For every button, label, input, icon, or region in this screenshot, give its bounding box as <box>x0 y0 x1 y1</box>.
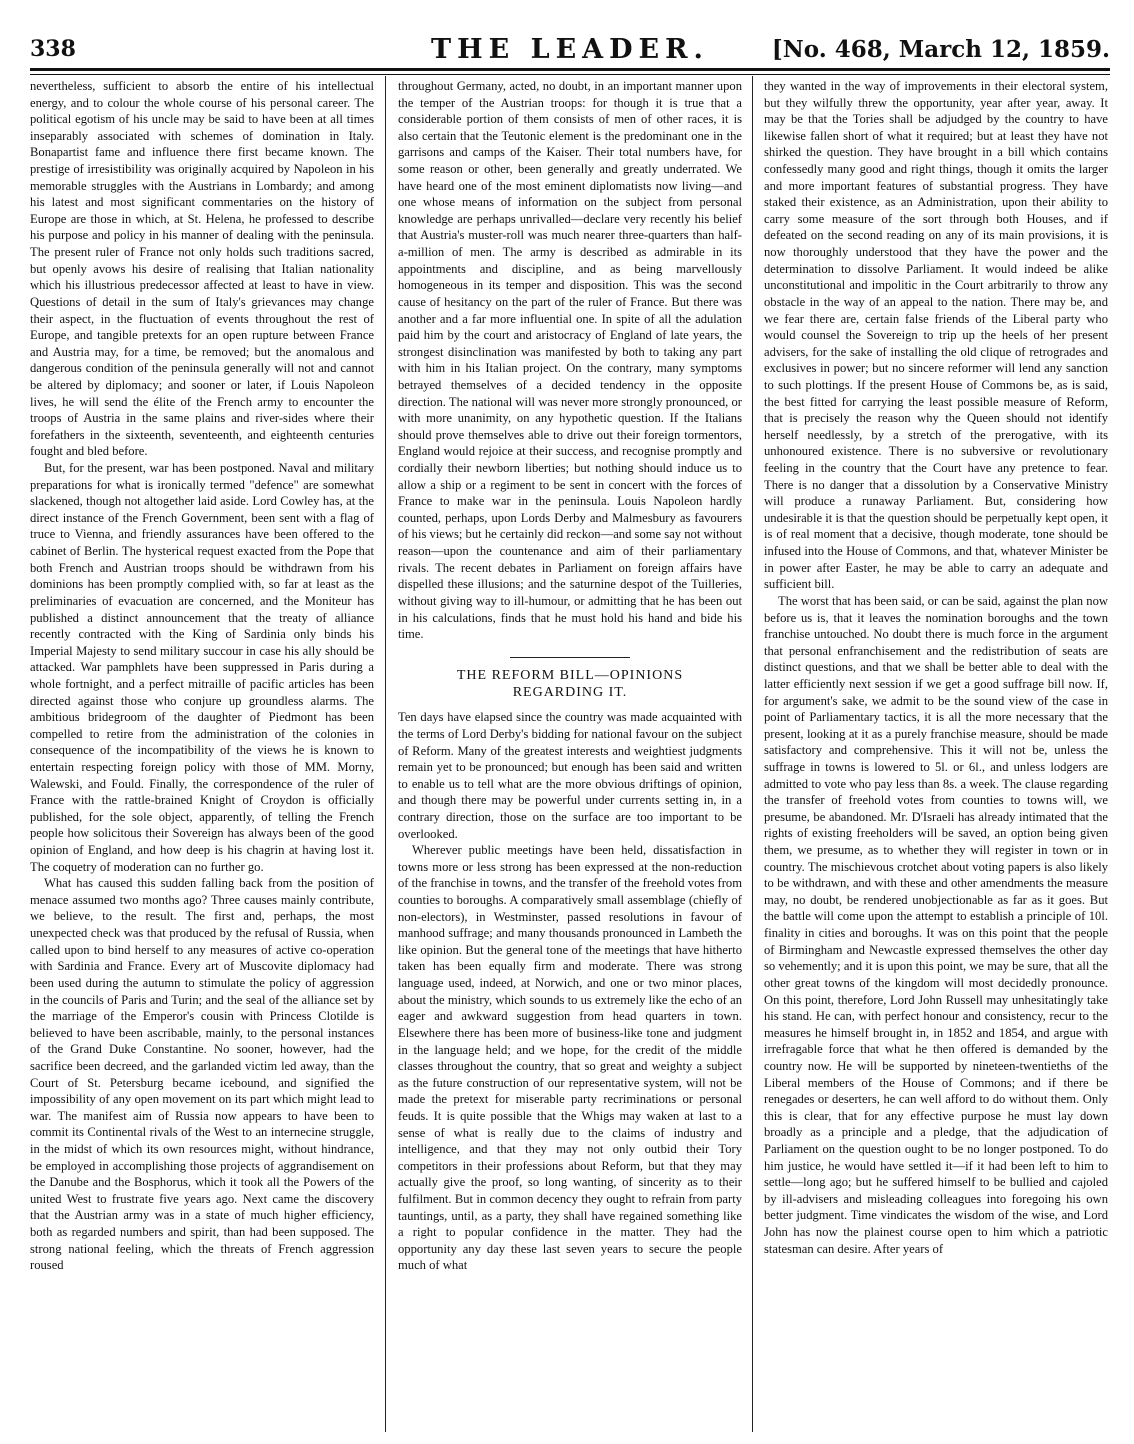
column-2 <box>398 78 742 1428</box>
issue-date: [No. 468, March 12, 1859. <box>771 36 1110 63</box>
article-title-line: THE REFORM BILL—OPINIONS <box>456 667 684 683</box>
paragraph: But, for the present, war has been postponed. Naval and military preparations for what is ironically termed "defence" are somewhat slackened, though not altogether laid aside. Lord Cowley has, at the direct instance of the French Government, been sent with a flag of truce to Vienna, and friendly assurances have been offered to the cabinet of Berlin. The hysterical request exacted from the Pope that both French and Austrian troops should be withdrawn from his dominions has been promptly complied with, so far at least as the preliminaries of evacuation are concerned, and the Moniteur has published a distinct announcement that the treaty of alliance recently contracted with the King of Sardinia only binds his Imperial Majesty to send military succour in case his ally should be attacked. War pamphlets have been suppressed in Paris during a whole fortnight, and a perfect mitraille of pacific articles has been directed against those who conjure up groundless alarms. The ambitious bridegroom of the daughter of Piedmont has been compelled to retire from the administration of the colonies in consequence of the incompatibility of the views he is known to entertain respecting foreign policy with those of MM. Morny, Walewski, and Fould. Finally, the correspondence of the ruler of France with the rattle-brained Knight of Croydon is officially published, for the sole object, apparently, of telling the French people how solicitous their Sovereign has always been of the good opinion of England, and how deep is his chagrin at having lost it. The coquetry of moderation can no further go. <box>30 461 374 874</box>
header-rule-thin <box>30 74 1110 75</box>
paragraph: they wanted in the way of improvements in their electoral system, but they wilfully threw the opportunity, year after year, away. It may be that the Tories shall be adjudged by the country to have likewise fallen short of what it required; but at least they have not shirked the question. They have brought in a bill which contains confessedly many good and right things, though it omits the larger and more important features of substantial progress. They have staked their existence, as an Administration, upon their ability to carry some measure of the sort through both Houses, and if defeated on the second reading on any of its main provisions, it is now thoroughly understood that they have the power and the determination to dissolve Parliament. It would indeed be alike unconstitutional and impolitic in the Court arbitrarily to throw any obstacle in the way of an appeal to the nation. There may be, and we fear there are, certain false friends of the Liberal party who would counsel the Sovereign to trip up the heels of her present advisers, for the sake of installing the old clique of retrogrades and exclusives in power; but no sincere reformer will lend any sanction to such plottings. If the present House of Commons be, as is said, the best fitted for carrying the least possible measure of Reform, that is precisely the reason why the Queen should not identify herself needlessly, by a stretch of the prerogative, with its unhonoured existence. There is no subversive or revolutionary feeling in the country that the Court have any pretence to fear. There is no danger that a dissolution by a Conservative Ministry will produce a runaway Parliament. But, considering how undesirable it is that the question should be perpetually kept open, it is of real moment that a decisive, though moderate, tone should be infused into the House of Commons, and that, whatever Minister be in power after Easter, he may be able to carry an adequate and sufficient bill. <box>764 79 1108 592</box>
header-rule-thick <box>30 68 1110 71</box>
page-header <box>30 32 1110 66</box>
paragraph: What has caused this sudden falling back from the position of menace assumed two months ago? Three causes mainly contribute, we believe, to the result. The first and, perhaps, the most unexpected check was that produced by the refusal of Russia, when called upon to bind herself to any measures of active co-operation with Sardinia and France. Every art of Muscovite diplomacy had been used during the autumn to stimulate the policy of aggression in the councils of Paris and Turin; and the seal of the alliance set by the marriage of the Emperor's cousin with Princess Clotilde is believed to have been ascribable, mainly, to the personal instances of the Grand Duke Constantine. No sooner, however, had the sacrifice been decreed, and the garlanded victim led away, than the Court of St. Petersburg became icebound, and signified the impossibility of any open movement on its part which might lead to war. The manifest aim of Russia now appears to have been to commit its Continental rivals of the West to an internecine struggle, in the midst of which its own resources might, without hindrance, be employed in accomplishing those projects of aggrandisement on the Danube and the Bosphorus, which it took all the Powers of the united West to frustrate five years ago. Next came the discovery that the Austrian army was in a state of much higher efficiency, both as regarded numbers and spirit, than had been supposed. The strong national feeling, which the threats of French aggression roused <box>30 876 374 1273</box>
paragraph: The worst that has been said, or can be said, against the plan now before us is, that it leaves the nomination boroughs and the town franchise untouched. No doubt there is much force in the argument that personal enfranchisement and the redistribution of seats are distinct questions, and that we shall be better able to deal with the latter efficiently next session if we get a good suffrage bill now. If, for argument's sake, we admit to be the sound view of the case in point of Parliamentary tactics, it is all the more necessary that the present, looking at it as a purely franchise measure, should be made satisfactory and comprehensive. This it will not be, unless the suffrage in towns is lowered to 5l. or 6l., and unless lodgers are admitted to vote who pay less than 8s. a week. The clause regarding the transfer of freehold votes from counties to towns will, we presume, be abandoned. Mr. D'Israeli has already intimated that the rights of existing freeholders will be saved, an option being given them, we presume, as to whether they will register in town or in country. The mischievous crotchet about voting papers is also likely to be withdrawn, and with these and other amendments the measure may, no doubt, be rendered unobjectionable as far as it goes. But the battle will come upon the attempt to establish a principle of 10l. finality in cities and boroughs. It was on this point that the people of Birmingham and Newcastle expressed themselves the other day so vehemently; and it is upon this point, we may be sure, that all the other great towns of the kingdom will most decidedly pronounce. On this point, therefore, Lord John Russell may unhesitatingly take his stand. He can, with perfect honour and consistency, recur to the measures he himself brought in, in 1852 and 1854, and argue with irrefragable force that what he then offered is demanded by the country now. He will be supported by nineteen-twentieths of the Liberal members of the House of Commons; and if there be renegades or deserters, he can well afford to do without them. Only this is clear, that for any effective purpose he must lay down broadly as a principle and a pledge, that the adjudication of Parliament on the question ought to be no longer postponed. To do him justice, he would have settled it—if it had been left to him to settle—long ago; but he suffered himself to be bullied and cajoled by ill-advisers and misleading colleagues into foregoing his own better judgment. Time vindicates the wisdom of the wise, and Lord John has now the plainest course open to him which a patriotic statesman can desire. After years of <box>764 593 1108 1256</box>
masthead-title: THE LEADER. <box>431 34 709 65</box>
column-divider <box>385 76 386 1432</box>
heading-rule <box>510 657 630 658</box>
paragraph: nevertheless, sufficient to absorb the entire of his intellectual energy, and to colour the whole course of his personal career. The political egotism of his uncle may be said to have been at all times inseparably associated with schemes of domination in Italy. Bonapartist fame and influence there first became known. The prestige of irresistibility was originally acquired by Napoleon in his memorable struggles with the Austrians in Lombardy; and among his latest and most significant commentaries on the history of Europe are those in which, at St. Helena, he professed to describe his purpose and policy in his manner of dealing with the peninsula. The present ruler of France not only holds such traditions sacred, but openly avows his desire of realising that Italian nationality which his illustrious predecessor affected at least to have in view. Questions of detail in the sum of Italy's grievances may change their aspect, in the fluctuation of events throughout the rest of Europe, and tangible pretexts for an open rupture between France and Austria may, for a time, be removed; but the anomalous and dangerous condition of the peninsula generally will not and cannot be altered by diplomacy; and sooner or later, if Louis Napoleon lives, he will send the élite of the French army to encounter the troops of Austria in the same plains and river-sides where their forefathers in the sixteenth, seventeenth, and eighteenth centuries fought and bled before. <box>30 79 374 459</box>
paragraph: Wherever public meetings have been held, dissatisfaction in towns more or less strong has been expressed at the non-reduction of the franchise in towns, and the transfer of the freehold votes from counties to boroughs. A comparatively small assemblage (chiefly of non-electors), in Westminster, passed resolutions in favour of manhood suffrage; and many thousands pronounced in Lambeth the like opinion. But the general tone of the meetings that have hitherto taken has been equally firm and moderate. There was strong language used, indeed, at Norwich, and one or two minor places, about the ministry, which sounds to us extremely like the echo of an eager and awkward suggestion from head quarters in town. Elsewhere there has been more of business-like tone and judgment in the language held; and we hope, for the credit of the middle classes throughout the country, that so great and weighty a subject as the future construction of our representative system, will not be made the pretext for miserable party recriminations or personal feuds. It is quite possible that the Whigs may waken at last to a sense of what is really due to the claims of industry and intelligence, and that they may not only outbid their Tory competitors in their professions about Reform, but that they may actually give the proof, so long wanting, of sincerity as to their fulfilment. But in common decency they ought to refrain from party tauntings, until, as a party, they shall have regained something like a right to popular confidence in the matter. They had the opportunity any day these last seven years to secure the people much of what <box>398 843 742 1273</box>
section-heading <box>398 657 742 702</box>
paragraph: Ten days have elapsed since the country was made acquainted with the terms of Lord Derby's bidding for national favour on the subject of Reform. Many of the greatest interests and weightiest judgments remain yet to be pronounced; but enough has been said and written to enable us to tell what are the more obvious driftings of opinion, and though there may be powerful under currents setting in, in a contrary direction, those on the surface are too important to be overlooked. <box>398 710 742 841</box>
column-divider <box>752 76 753 1432</box>
paragraph: throughout Germany, acted, no doubt, in an important manner upon the temper of the Austrian troops: for though it is true that a considerable portion of them consists of men of other races, it is also certain that the Teutonic element is the predominant one in the garrisons and camps of the Kaiser. Their total numbers have, for some reason or other, been generally and greatly underrated. We have heard one of the most eminent diplomatists now living—and one whose means of information on the subject from personal knowledge are perhaps unrivalled—declare very recently his belief that Austria's muster-roll was much nearer three-quarters than half-a-million of men. The army is described as admirable in its appointments and discipline, and as being marvellously homogeneous in its temper and disposition. This was the second cause of hesitancy on the part of the ruler of France. But there was another and a far more influential one. In spite of all the adulation paid him by the court and aristocracy of England of late years, the strongest disinclination was manifested by both to taking any part with him in his Italian project. On the contrary, many symptoms betrayed themselves of a decided tendency in the opposite direction. The national will was never more strongly pronounced, or with more unanimity, on any hypothetic question. If the Italians should prove themselves able to drive out their foreign tormentors, England would rejoice at their success, and recognise promptly and cordially their newborn liberties; but nothing should induce us to allow a ship or a regiment to be sent in concert with the forces of France to make war in the peninsula. Louis Napoleon hardly counted, perhaps, upon Lords Derby and Malmesbury as favourers of his views; but he certainly did reckon—and some say not without reason—upon the countenance and aim of their parliamentary rivals. The recent debates in Parliament on foreign affairs have dispelled these illusions; and the saturnine despot of the Tuilleries, without giving way to ill-humour, or admitting that he has been out in his calculations, finds that he must hold his hand and bide his time. <box>398 79 742 642</box>
article-title-line: REGARDING IT. <box>512 684 628 700</box>
column-3 <box>764 78 1108 1428</box>
column-1 <box>30 78 374 1428</box>
page-number: 338 <box>30 36 76 62</box>
